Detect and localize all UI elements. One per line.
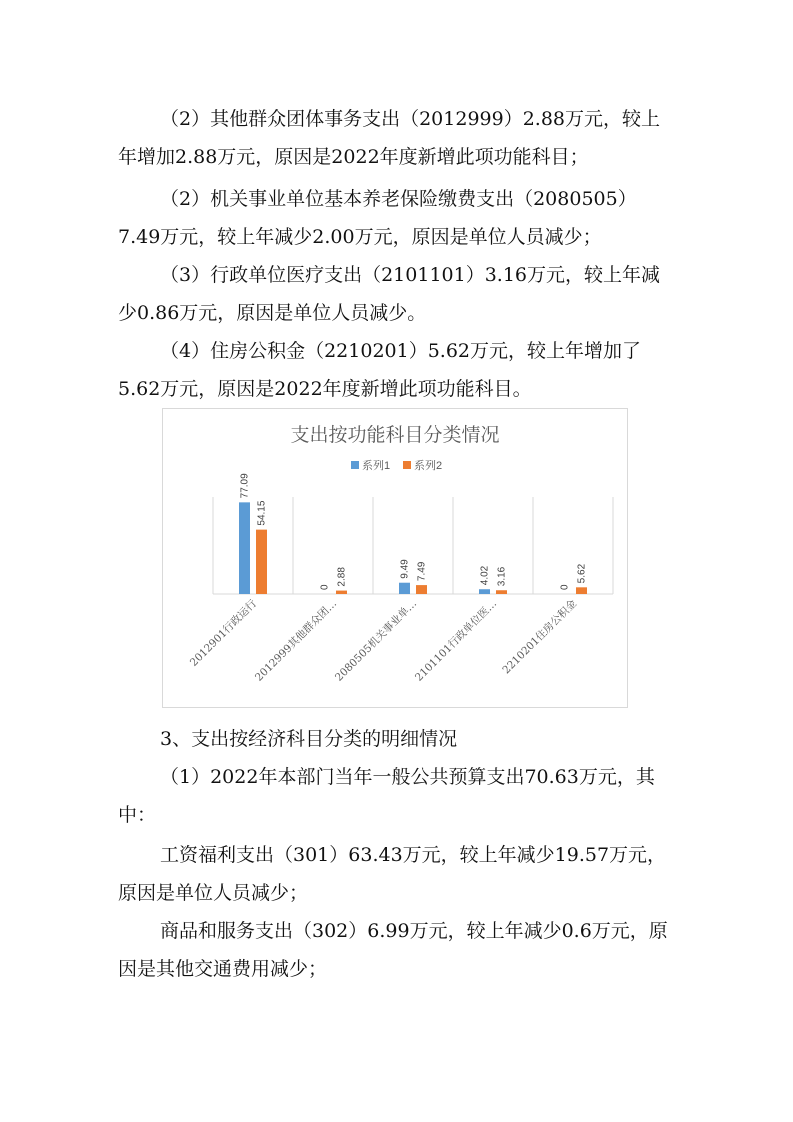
data-label-s1-c5: 0	[559, 584, 571, 590]
paragraph-total-budget: （1）2022年本部门当年一般公共预算支出70.63万元，其中：	[118, 766, 655, 826]
paragraph-medical: （3）行政单位医疗支出（2101101）3.16万元，较上年减少0.86万元，原因是单位人员减少。	[118, 264, 661, 324]
chart-title: 支出按功能科目分类情况	[290, 425, 500, 446]
bar-s2-c2	[336, 591, 347, 594]
category-label-5: 2210201住房公积金	[500, 597, 580, 677]
bar-s2-c4	[496, 590, 507, 594]
category-label-3: 2080505机关事业单…	[333, 597, 420, 684]
data-label-s1-c4: 4.02	[479, 565, 491, 586]
paragraph-group-affairs: （2）其他群众团体事务支出（2012999）2.88万元，较上年增加2.88万元，原因是2022年度新增此项功能科目；	[118, 108, 661, 168]
section-heading: 3、支出按经济科目分类的明细情况	[160, 728, 458, 750]
legend-swatch-2	[403, 461, 411, 469]
bar-s2-c5	[576, 587, 587, 594]
category-label-1: 2012901行政运行	[187, 597, 260, 669]
data-label-s2-c2: 2.88	[336, 567, 348, 587]
category-label-2: 2012999其他群众团…	[253, 597, 340, 684]
bar-s2-c3	[416, 585, 427, 594]
data-label-s1-c3: 9.49	[399, 559, 411, 579]
data-label-s2-c4: 3.16	[496, 566, 508, 587]
bar-s1-c1	[239, 502, 250, 594]
data-label-s1-c1: 77.09	[239, 473, 251, 499]
chart-plot-area	[187, 473, 613, 684]
bar-s1-c3	[399, 583, 410, 594]
paragraph-goods-services: 商品和服务支出（302）6.99万元，较上年减少0.6万元，原因是其他交通费用减少；	[118, 920, 668, 980]
bar-s2-c1	[256, 530, 267, 594]
data-label-s2-c5: 5.62	[576, 563, 588, 584]
bar-chart	[163, 409, 627, 707]
paragraph-housing-fund: （4）住房公积金（2210201）5.62万元，较上年增加了5.62万元，原因是2022年度新增此项功能科目。	[118, 340, 642, 400]
paragraph-pension: （2）机关事业单位基本养老保险缴费支出（2080505）7.49万元，较上年减少2.00万元，原因是单位人员减少；	[118, 188, 637, 248]
data-label-s2-c1: 54.15	[256, 500, 268, 526]
category-label-4: 2101101行政单位医…	[413, 597, 500, 684]
data-label-s1-c2: 0	[319, 584, 331, 590]
chart-legend	[351, 458, 442, 472]
legend-swatch-1	[351, 461, 359, 469]
legend-label-1: 系列1	[362, 460, 391, 472]
data-label-s2-c3: 7.49	[416, 561, 428, 582]
chart-frame	[162, 408, 628, 708]
paragraph-wages: 工资福利支出（301）63.43万元，较上年减少19.57万元，原因是单位人员减少；	[118, 844, 667, 904]
legend-label-2: 系列2	[414, 460, 443, 472]
bar-s1-c4	[479, 589, 490, 594]
